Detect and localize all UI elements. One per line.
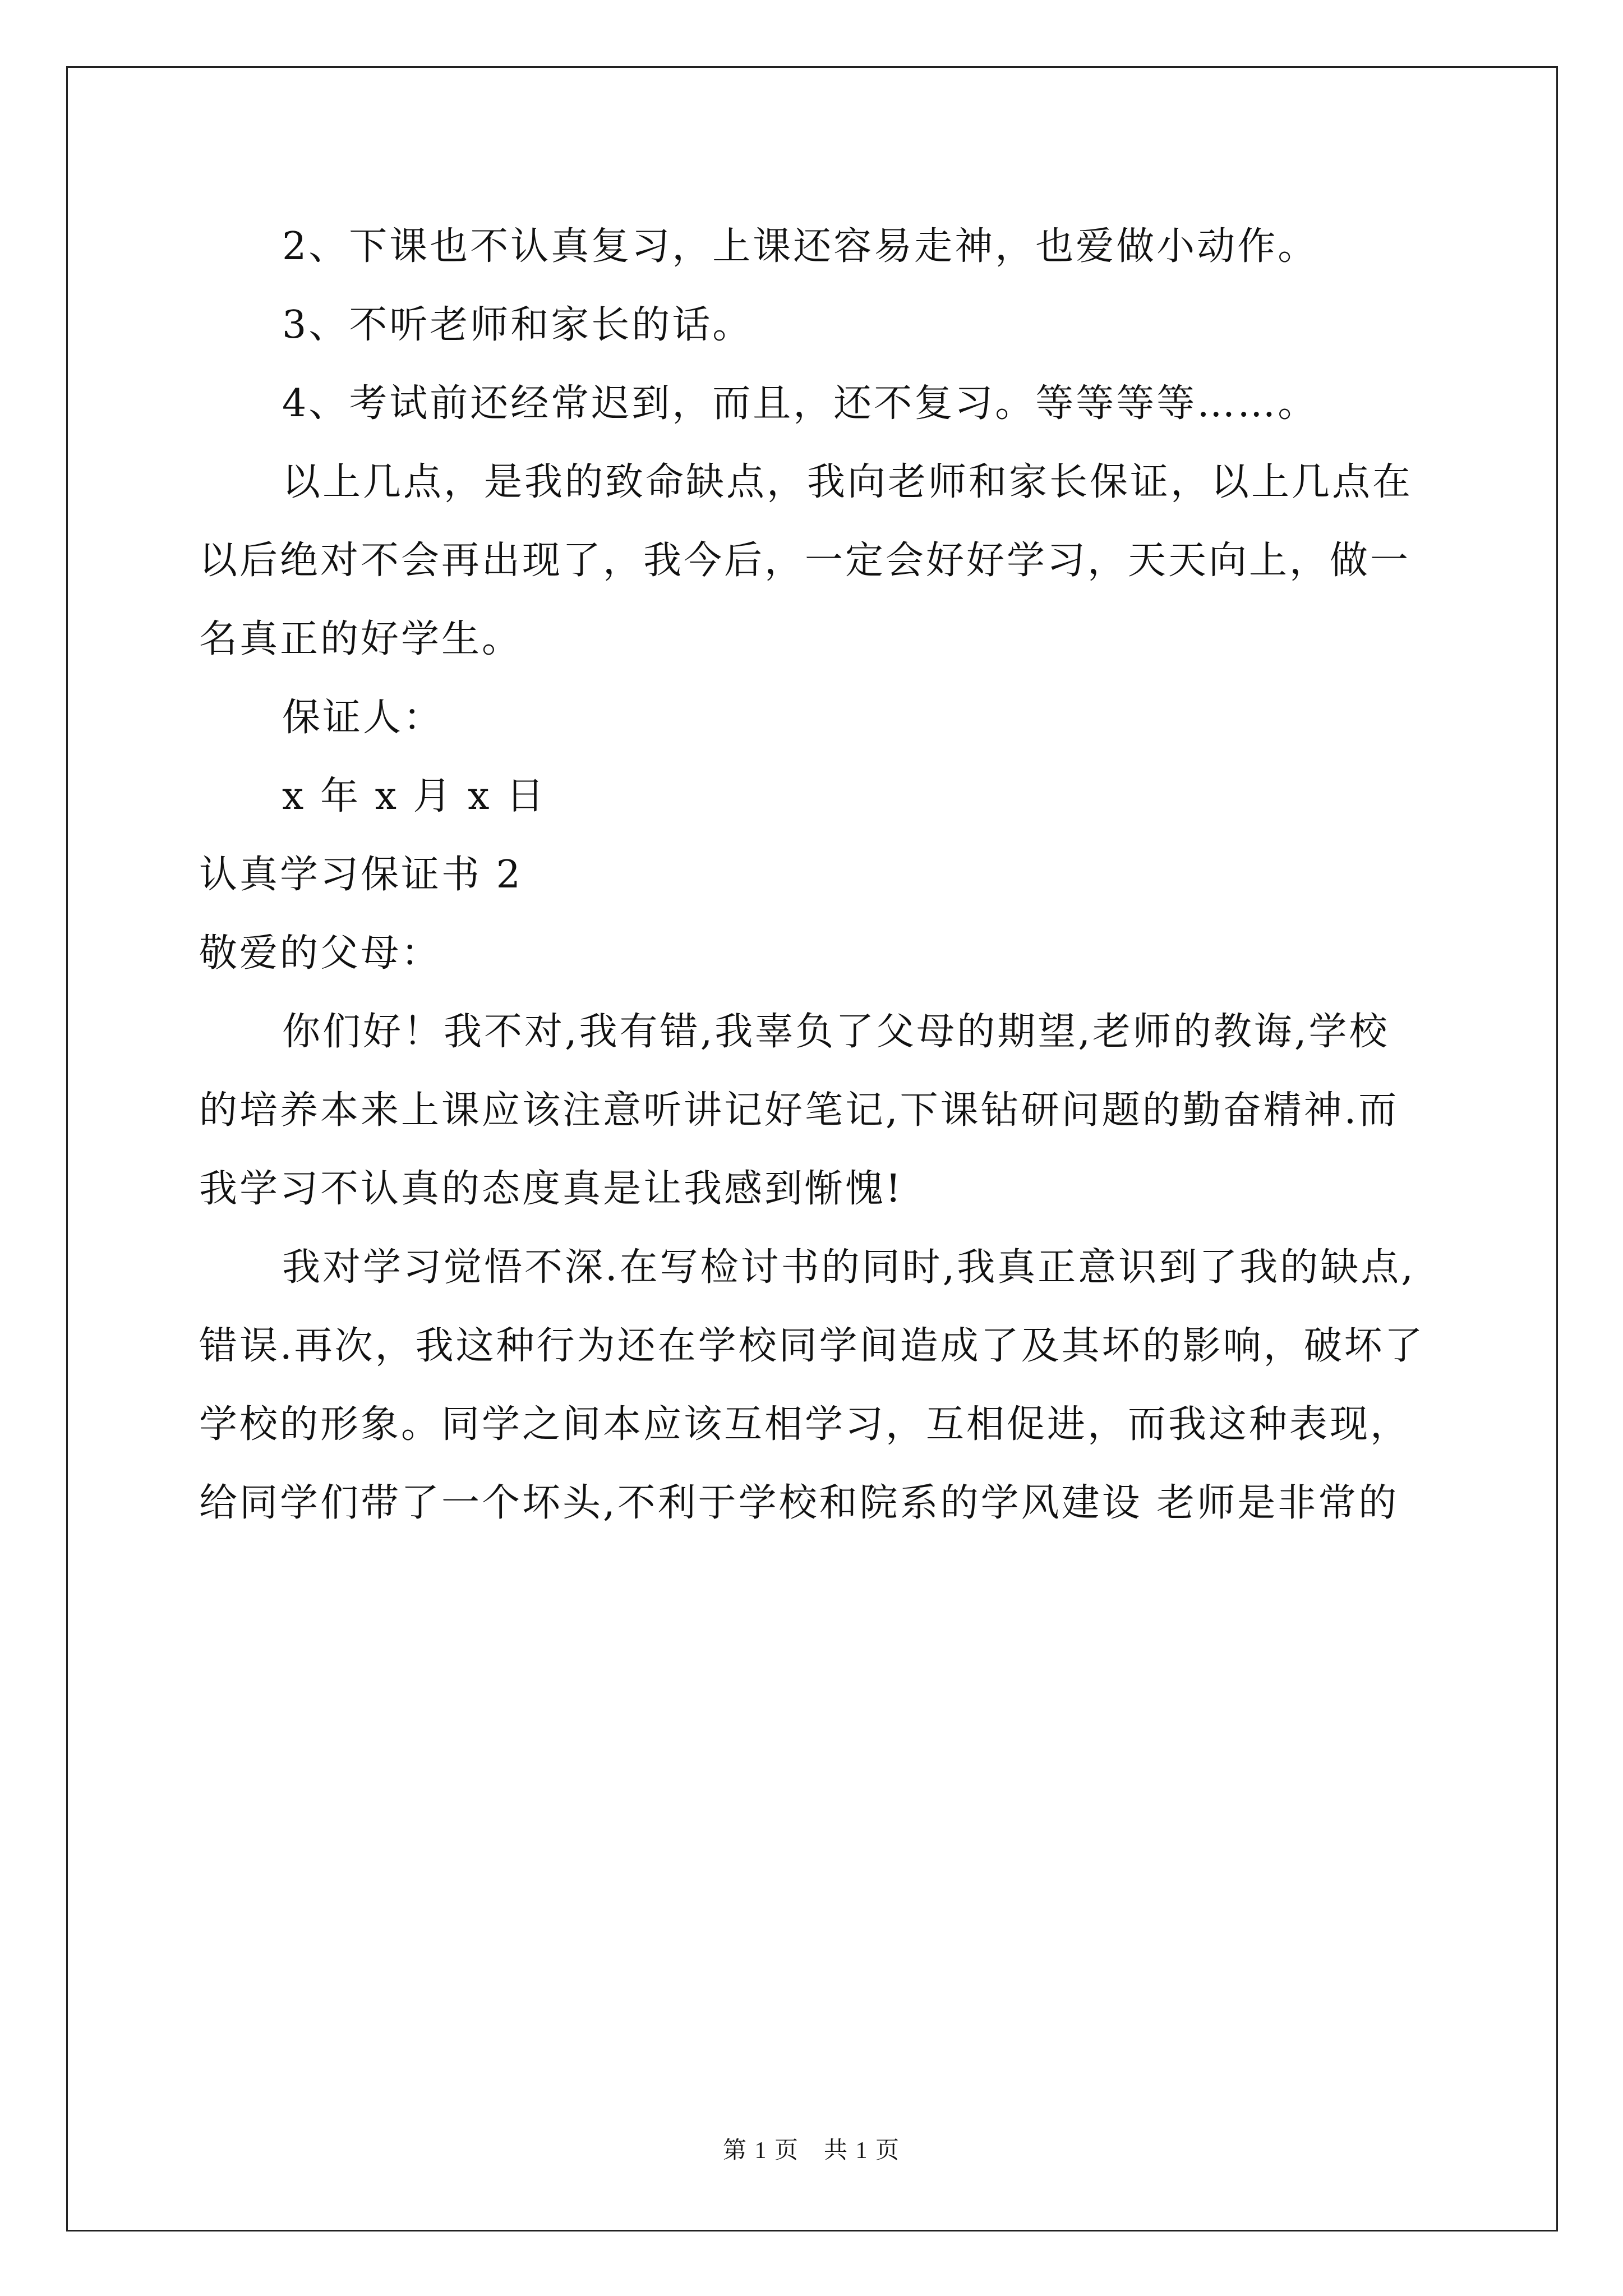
paragraph-line: 3、不听老师和家长的话。 xyxy=(282,303,753,347)
paragraph-line: 学校的形象。同学之间本应该互相学习，互相促进，而我这种表现， xyxy=(199,1402,1411,1447)
guarantor-label: 保证人： xyxy=(282,696,444,740)
paragraph-line: 以后绝对不会再出现了，我今后，一定会好好学习，天天向上，做一 xyxy=(199,539,1411,583)
section-title: 认真学习保证书 2 xyxy=(199,853,523,897)
document-body xyxy=(199,208,1444,1543)
paragraph-line: 2、下课也不认真复习，上课还容易走神，也爱做小动作。 xyxy=(282,224,1318,269)
paragraph-line: 我学习不认真的态度真是让我感到惭愧! xyxy=(199,1167,903,1211)
paragraph-line: 的培养本来上课应该注意听讲记好笔记,下课钻研问题的勤奋精神.而 xyxy=(199,1088,1399,1133)
date-line: x 年 x 月 x 日 xyxy=(282,774,547,818)
paragraph-line: 错误.再次，我这种行为还在学校同学间造成了及其坏的影响，破坏了 xyxy=(199,1324,1425,1368)
salutation: 敬爱的父母： xyxy=(199,931,442,976)
paragraph-line: 给同学们带了一个坏头,不利于学校和院系的学风建设 老师是非常的 xyxy=(199,1481,1399,1525)
paragraph-line: 我对学习觉悟不深.在写检讨书的同时,我真正意识到了我的缺点, xyxy=(282,1245,1415,1290)
page-footer: 第 1 页 共 1 页 xyxy=(722,2138,900,2164)
paragraph-line: 4、考试前还经常迟到，而且，还不复习。等等等等……。 xyxy=(282,381,1318,426)
paragraph-line: 名真正的好学生。 xyxy=(199,617,523,661)
paragraph-line: 以上几点，是我的致命缺点，我向老师和家长保证，以上几点在 xyxy=(282,460,1413,504)
paragraph-line: 你们好！我不对,我有错,我辜负了父母的期望,老师的教诲,学校 xyxy=(282,1010,1390,1054)
